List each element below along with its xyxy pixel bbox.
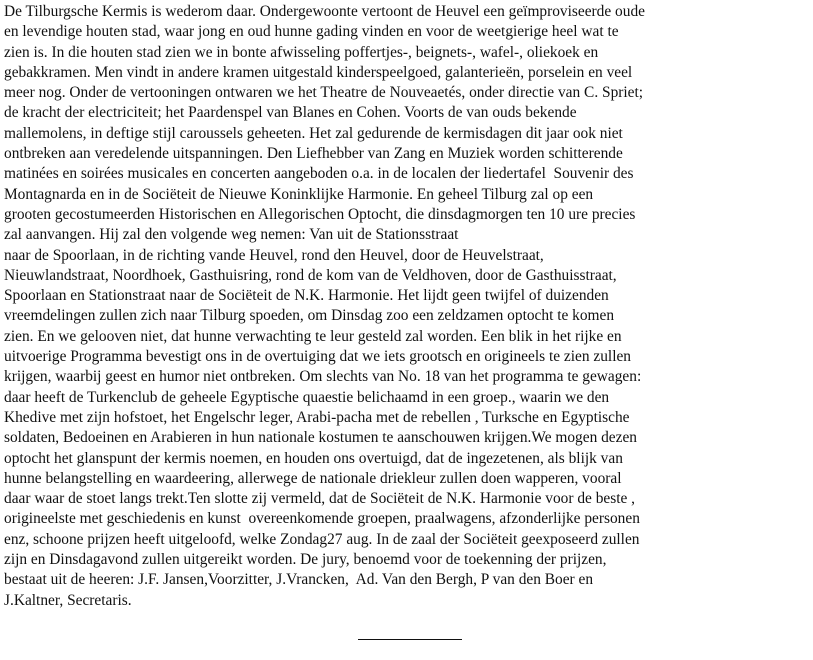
text-line: bestaat uit de heeren: J.F. Jansen,Voorzitter, J.Vrancken, Ad. Van den Bergh, P van den Boer en [4,571,594,589]
text-line: en levendige houten stad, waar jong en oud hunne gading vinden en voor de weetgierige heel wat te [4,23,619,41]
text-line: soldaten, Bedoeinen en Arabieren in hun nationale kostumen te aanschouwen krijgen.We mogen dezen [4,429,637,447]
text-line: J.Kaltner, Secretaris. [4,591,132,609]
text-line: Nieuwlandstraat, Noordhoek, Gasthuisring, rond de kom van de Veldhoven, door de Gasthuisstraat, [4,266,617,284]
text-line: enz, schoone prijzen heeft uitgeloofd, welke Zondag27 aug. In de zaal der Sociëteit geexposeerd zullen [4,530,640,548]
text-line: zijn en Dinsdagavond zullen uitgereikt worden. De jury, benoemd voor de toekenning der prijzen, [4,551,607,569]
text-line: optocht het glanspunt der kermis noemen, en houden ons overtuigd, dat de ingezetenen, als blijk van [4,449,623,467]
text-line: Spoorlaan en Stationstraat naar de Sociëteit de N.K. Harmonie. Het lijdt geen twijfel of duizenden [4,287,609,305]
text-line: De Tilburgsche Kermis is wederom daar. Ondergewoonte vertoont de Heuvel een geïmproviseerde oude [4,3,645,20]
document-page [4,2,810,656]
text-line: meer nog. Onder de vertooningen ontwaren we het Theatre de Nouveaetés, onder directie van C. Spriet; [4,84,644,102]
text-line: hunne belangstelling en waardeering, allerwege de nationale driekleur zullen doen wapperen, vooral [4,469,622,487]
closing-divider [358,639,462,640]
text-line: gebakkramen. Men vindt in andere kramen uitgestald kinderspeelgoed, galanterieën, porselein en veel [4,63,633,81]
text-line: zien. En we gelooven niet, dat hunne verwachting te leur gesteld zal worden. Een blik in het rijke en [4,327,622,345]
article-paragraph [4,2,810,611]
text-line: uitvoerige Programma bevestigt ons in de overtuiging dat we iets grootsch en origineels te zien zullen [4,348,632,366]
text-line: krijgen, waarbij geest en humor niet ontbreken. Om slechts van No. 18 van het programma te gewagen: [4,368,642,386]
text-line: de kracht der electriciteit; het Paardenspel van Blanes en Cohen. Voorts de van ouds bekende [4,104,577,122]
text-line: Montagnarda en in de Sociëteit de Nieuwe Koninklijke Harmonie. En geheel Tilburg zal op een [4,185,594,203]
text-line: grooten gecostumeerden Historischen en Allegorischen Optocht, die dinsdagmorgen ten 10 ure precies [4,205,636,223]
text-line: daar waar de stoet langs trekt.Ten slotte zij vermeld, dat de Sociëteit de N.K. Harmonie voor de beste , [4,490,636,508]
text-line: naar de Spoorlaan, in de richting vande Heuvel, rond den Heuvel, door de Heuvelstraat, [4,246,544,264]
text-line: vreemdelingen zullen zich naar Tilburg spoeden, om Dinsdag zoo een zeldzamen optocht te komen [4,307,615,325]
text-line: Khedive met zijn hofstoet, het Engelschr leger, Arabi-pacha met de rebellen , Turksche en Egyptische [4,408,630,426]
text-line: ontbreken aan veredelende uitspanningen. Den Liefhebber van Zang en Muziek worden schitterende [4,145,623,163]
text-line: zien is. In die houten stad zien we in bonte afwisseling poffertjes-, beignets-, wafel-, oliekoek en [4,43,599,61]
text-line: matinées en soirées musicales en concerten aangeboden o.a. in de localen der liedertafel Souvenir des [4,165,634,183]
text-line: origineelste met geschiedenis en kunst overeenkomende groepen, praalwagens, afzonderlijke personen [4,510,640,528]
text-line: zal aanvangen. Hij zal den volgende weg nemen: Van uit de Stationsstraat [4,226,459,244]
text-line: mallemolens, in deftige stijl caroussels geheeten. Het zal gedurende de kermisdagen dit jaar ook niet [4,124,623,142]
text-line: daar heeft de Turkenclub de geheele Egyptische quaestie belichaamd in een groep., waarin we den [4,388,610,406]
